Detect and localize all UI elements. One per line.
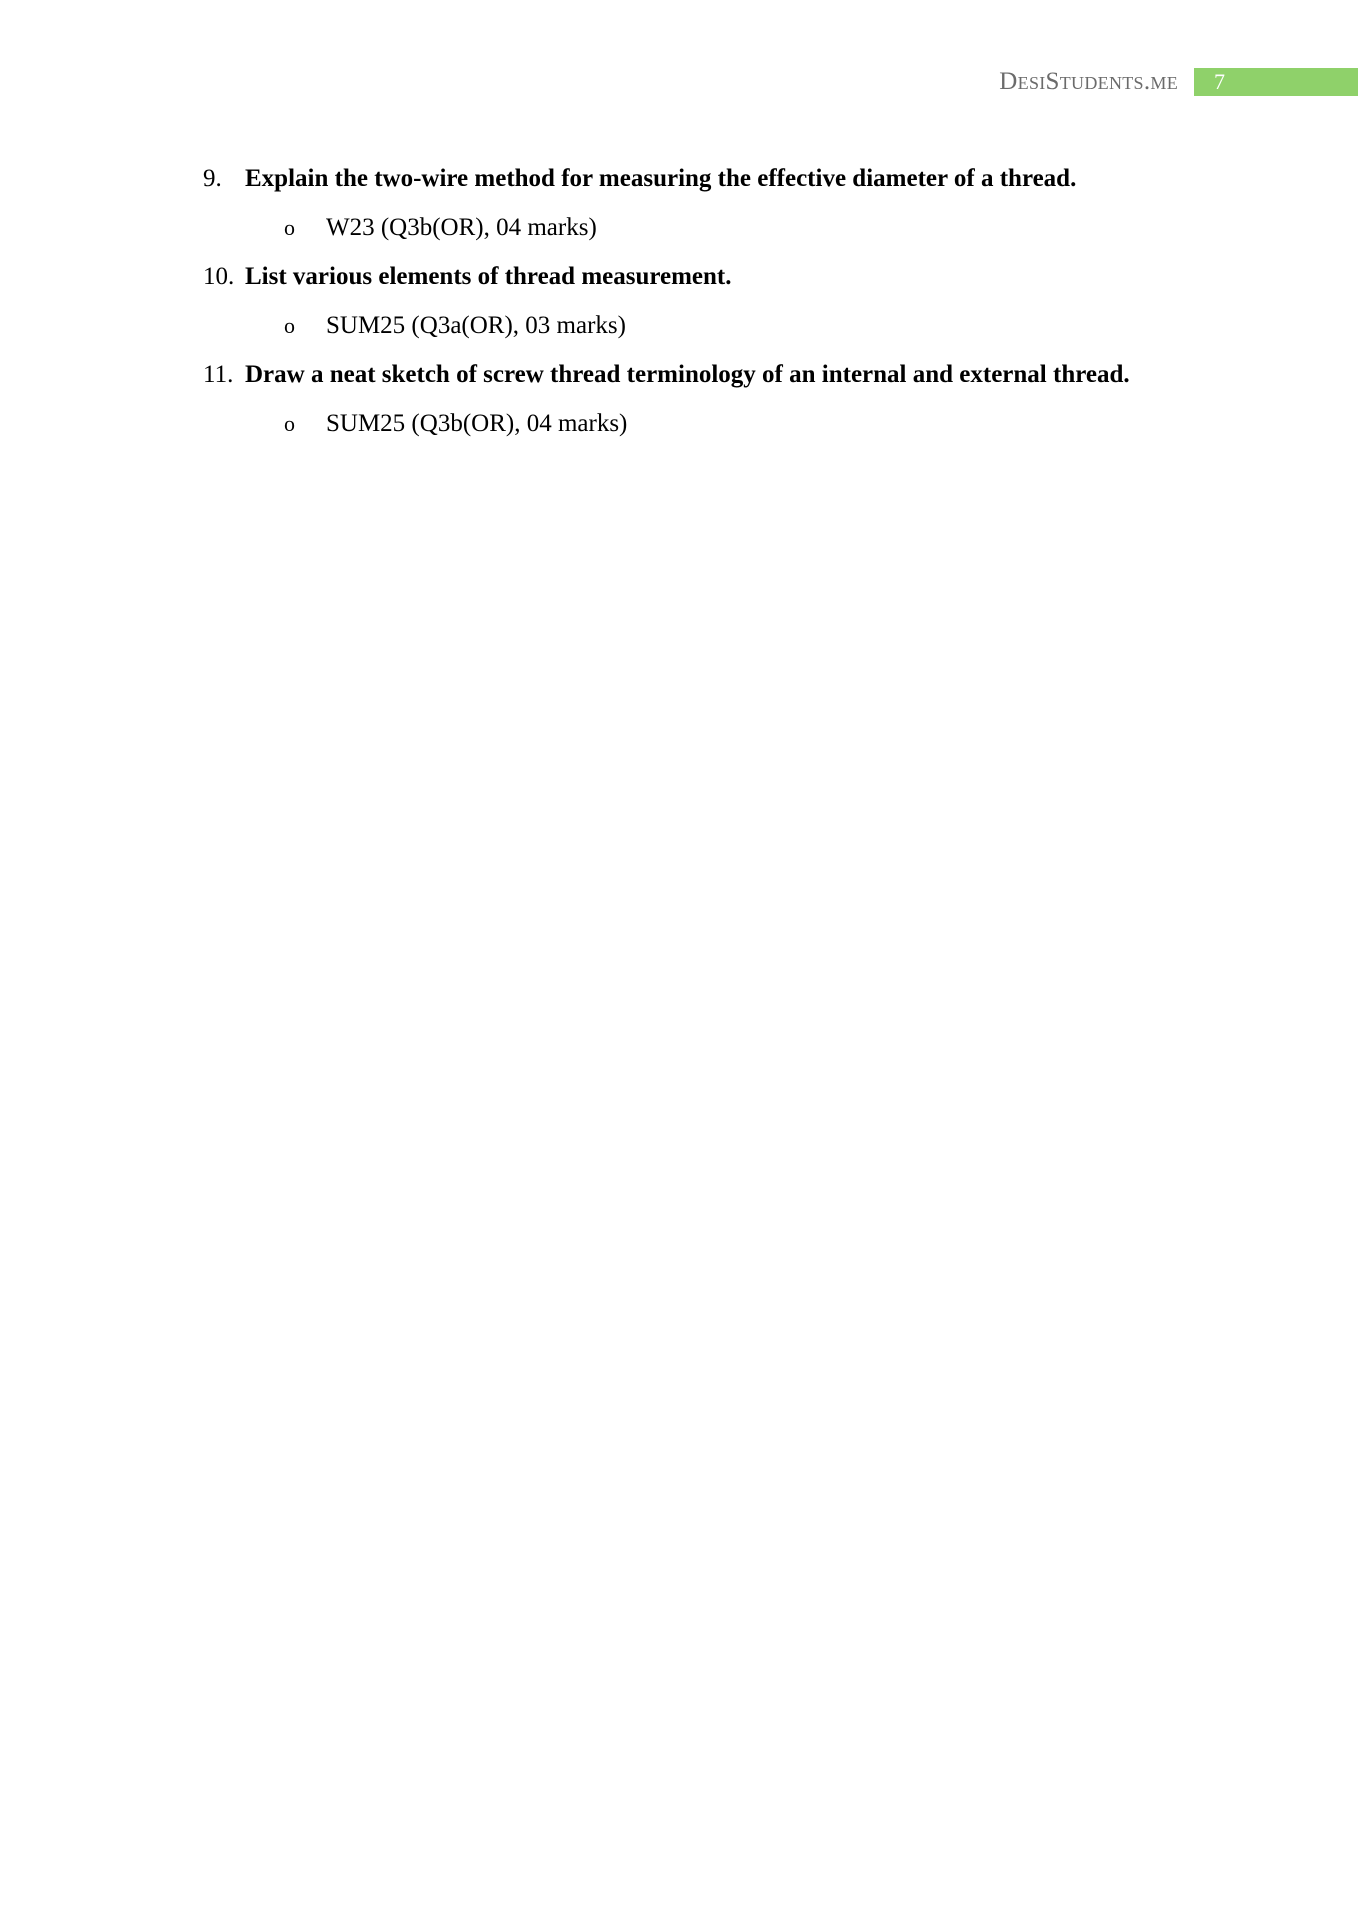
bullet-icon: o <box>284 215 295 240</box>
page-number-badge: 7 <box>1194 68 1358 96</box>
question-list <box>0 160 1358 454</box>
bullet-icon: o <box>284 411 295 436</box>
question-item <box>0 258 1358 307</box>
question-text: Draw a neat sketch of screw thread terminology of an internal and external thread. <box>245 361 1130 388</box>
question-number: 10. <box>203 263 235 290</box>
page-header <box>999 68 1358 96</box>
question-reference <box>0 405 1358 454</box>
question-number: 9. <box>203 165 222 192</box>
question-reference <box>0 209 1358 258</box>
question-item <box>0 356 1358 405</box>
question-number: 11. <box>203 361 234 388</box>
bullet-icon: o <box>284 313 295 338</box>
site-name: DesiStudents.me <box>999 68 1178 95</box>
reference-text: SUM25 (Q3a(OR), 03 marks) <box>326 312 626 339</box>
reference-text: SUM25 (Q3b(OR), 04 marks) <box>326 410 628 437</box>
question-text: Explain the two-wire method for measuring the effective diameter of a thread. <box>245 165 1077 192</box>
question-reference <box>0 307 1358 356</box>
question-text: List various elements of thread measurement. <box>245 263 732 290</box>
reference-text: W23 (Q3b(OR), 04 marks) <box>326 214 597 241</box>
question-item <box>0 160 1358 209</box>
